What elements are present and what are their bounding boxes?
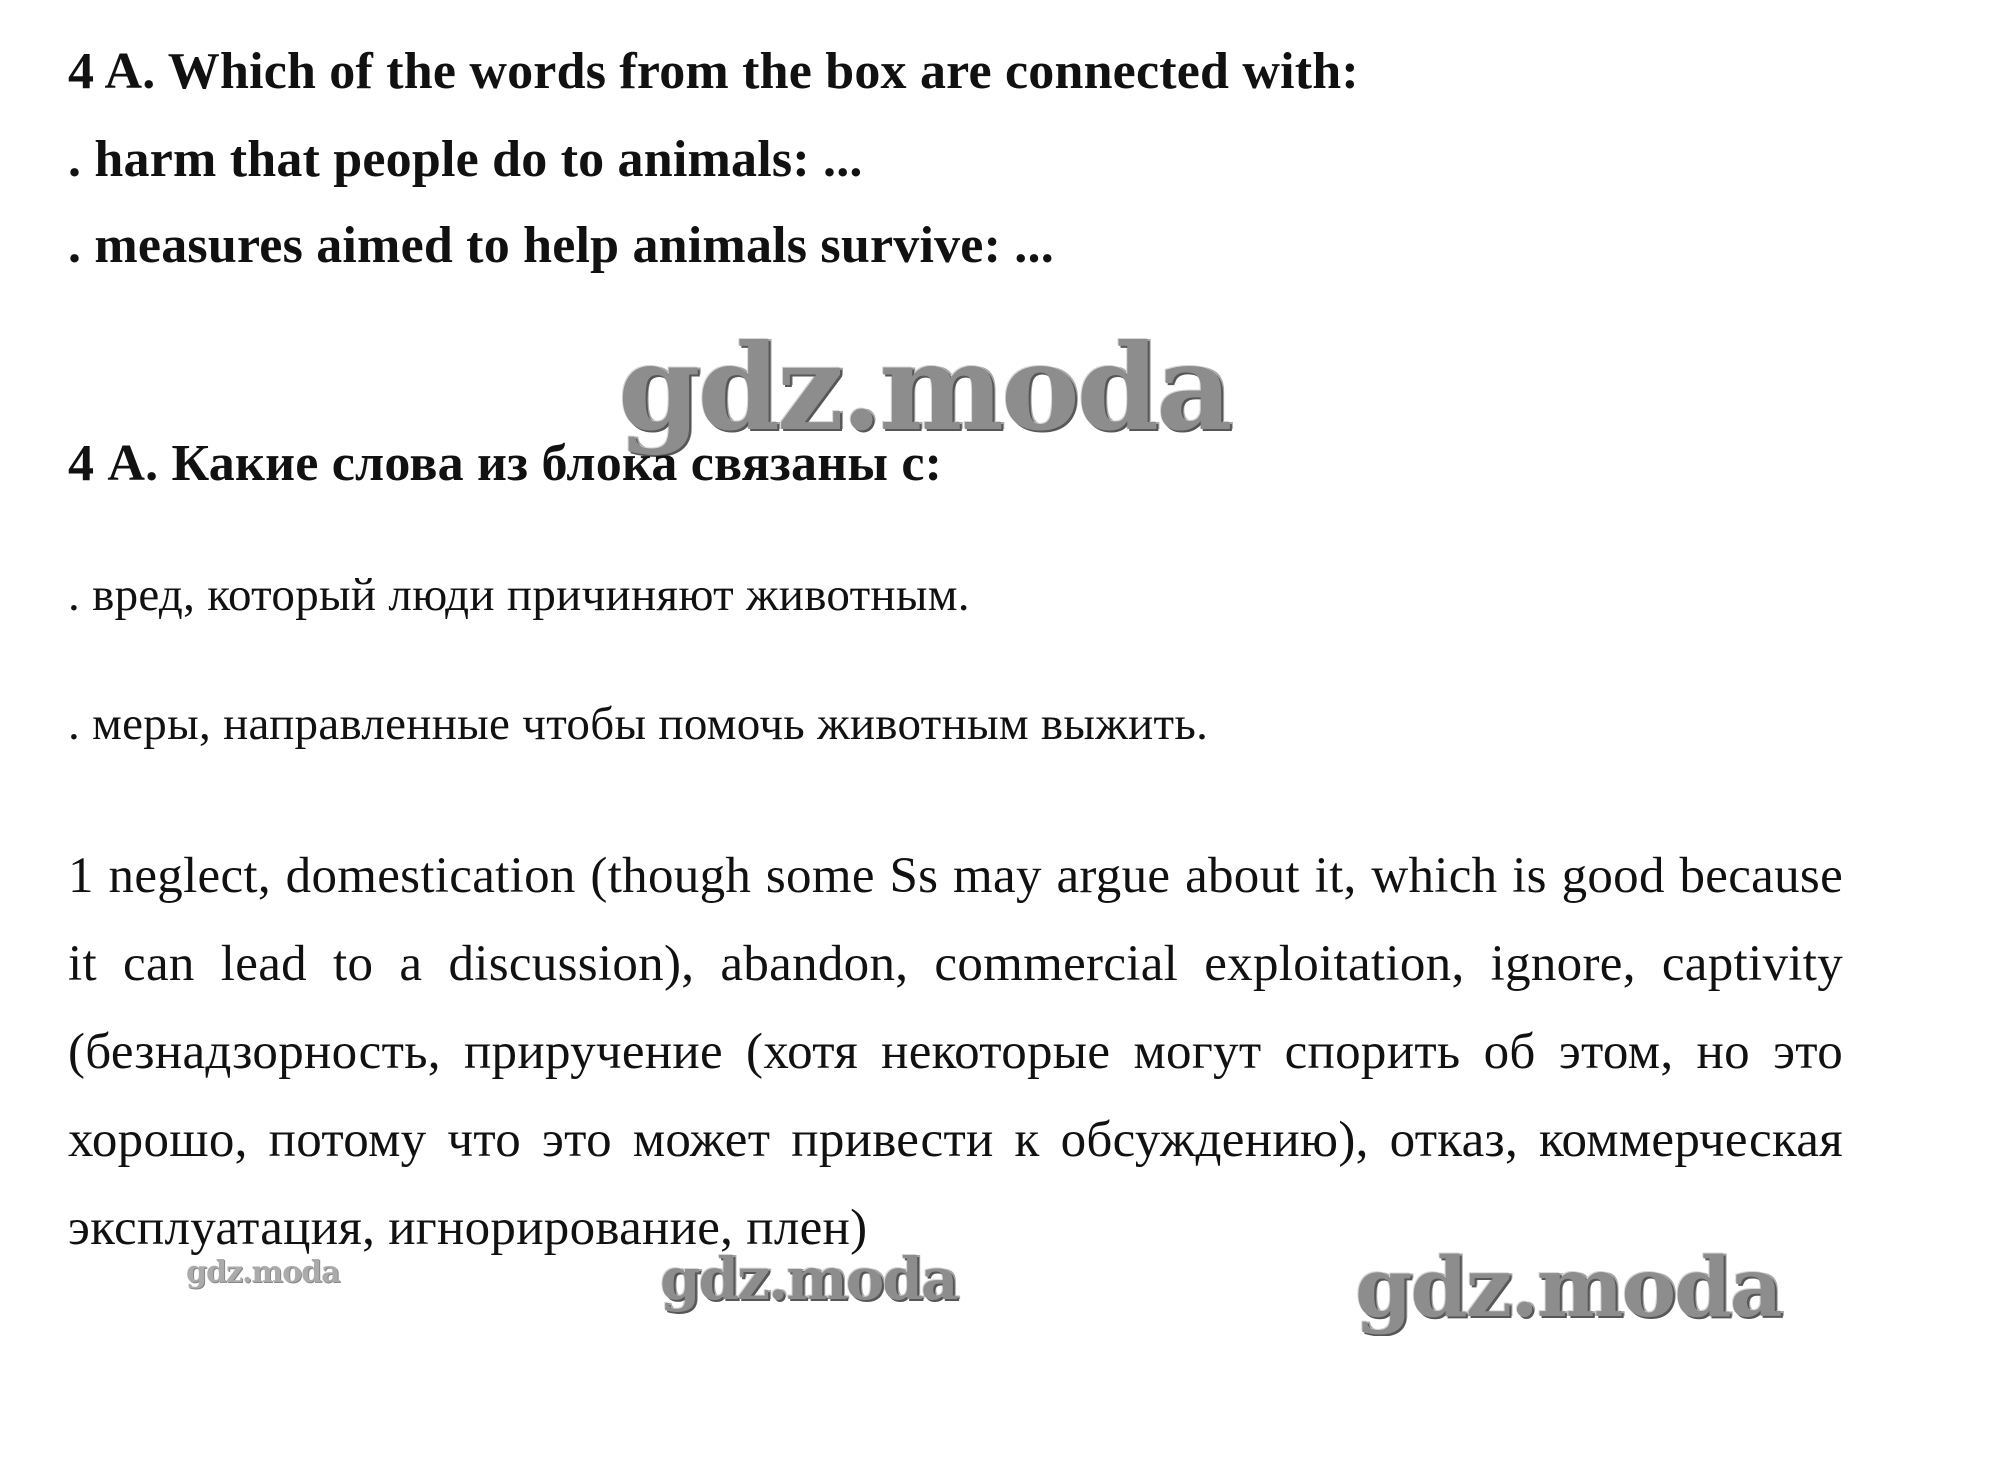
exercise-heading-english: 4 A. Which of the words from the box are connected with:: [68, 43, 1359, 100]
exercise-item-english-harm: . harm that people do to animals: ...: [68, 131, 863, 188]
watermark-logo-right: gdz.moda: [1355, 1240, 1781, 1336]
watermark-logo-middle: gdz.moda: [660, 1245, 957, 1313]
watermark-logo: gdz.moda: [618, 318, 1230, 457]
answer-paragraph: 1 neglect, domestication (though some Ss may argue about it, which is good because it can lead to a discussion), abandon, commercial exploitation, ignore, captivity (безнадзорность, приручение (хотя некоторые могут спорить об этом, но это хорошо, потому что это может привести к обсуждению), отказ, коммерческая эксплуатация, игнорирование, плен): [68, 848, 1843, 1256]
exercise-item-english-measures: . measures aimed to help animals survive: ...: [68, 217, 1054, 274]
exercise-item-russian-harm: . вред, который люди причиняют животным.: [68, 569, 970, 621]
exercise-item-russian-measures: . меры, направленные чтобы помочь животным выжить.: [68, 698, 1209, 750]
exercise-heading-russian: 4 А. Какие слова из блока связаны с:: [68, 435, 943, 492]
watermark-logo-small: gdz.moda: [186, 1255, 340, 1290]
